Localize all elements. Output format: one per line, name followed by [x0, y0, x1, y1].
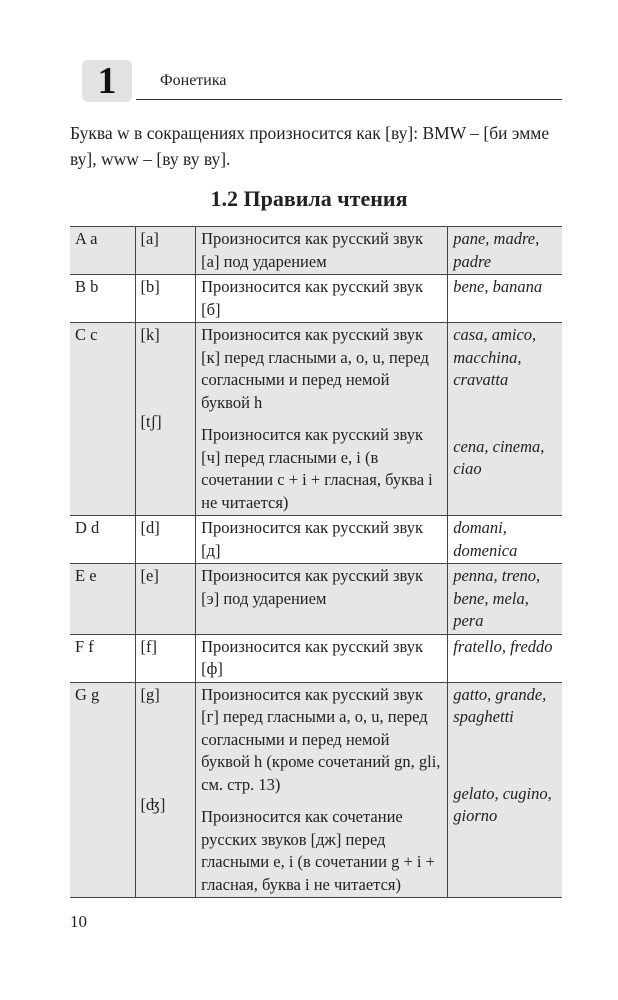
desc-text: Произносится как русский звук [э] под ударением: [201, 566, 423, 608]
examples-cell: [448, 227, 562, 275]
examples-text: domani, domenica: [453, 518, 518, 560]
letter-cell: [70, 634, 135, 682]
description-cell: [196, 682, 448, 898]
running-header: Фонетика: [160, 72, 227, 89]
letter: F f: [75, 636, 94, 656]
letter: C c: [75, 325, 98, 344]
examples-text: gatto, grande, spaghetti: [453, 684, 547, 726]
letter-cell: [70, 564, 135, 635]
examples-text: gelato, cugino, giorno: [453, 783, 552, 825]
letter-cell: [70, 682, 135, 898]
header-rule: [136, 99, 562, 100]
examples-cell: [448, 516, 562, 564]
intro-paragraph: Буква w в сокращениях произносится как [ву]: BMW – [би эмме ву], www – [ву ву ву].: [70, 123, 550, 169]
sounds-text: [tʃ]: [140, 411, 162, 431]
letter-cell: [70, 227, 135, 275]
examples-cell: [448, 275, 562, 323]
section-title: 1.2 Правила чтения: [210, 186, 408, 211]
table-row: [70, 227, 562, 275]
sound-cell: [135, 634, 196, 682]
letter-cell: [70, 323, 135, 516]
sounds-text: [k]: [140, 325, 160, 344]
sound-cell: [135, 682, 196, 898]
letter: D d: [75, 518, 100, 537]
sounds-text: [a]: [140, 229, 159, 248]
examples-text: fratello, freddo: [453, 636, 553, 656]
sound-cell: [135, 275, 196, 323]
letter: A a: [75, 229, 98, 248]
examples-text: bene, banana: [453, 277, 543, 296]
sounds-text: [f]: [140, 636, 157, 656]
sound-cell: [135, 227, 196, 275]
sounds-text: [b]: [140, 277, 160, 296]
desc-text: Произносится как русский звук [а] под ударением: [201, 229, 423, 271]
sounds-text: [d]: [140, 518, 160, 537]
desc-text: Произносится как сочетание русских звуков [дж] перед гласными e, i (в сочетании g + i + гласная, буква i не читается): [201, 807, 435, 894]
letter: E e: [75, 566, 97, 585]
sounds-text: [g]: [140, 684, 160, 704]
letter-cell: [70, 516, 135, 564]
description-cell: [196, 516, 448, 564]
table-row: [70, 564, 562, 635]
description-cell: [196, 227, 448, 275]
desc-text: Произносится как русский звук [ч] перед гласными e, i (в сочетании c + i + гласная, буква i не читается): [201, 425, 433, 512]
reading-rules-table: [70, 226, 562, 898]
sounds-text: [e]: [140, 566, 159, 585]
chapter-badge: [82, 60, 132, 102]
letter-cell: [70, 275, 135, 323]
desc-text: Произносится как русский звук [б]: [201, 277, 423, 319]
examples-cell: [448, 634, 562, 682]
desc-text: Произносится как русский звук [ф]: [201, 636, 423, 678]
letter: B b: [75, 277, 99, 296]
table-row: [70, 323, 562, 516]
sound-cell: [135, 516, 196, 564]
sound-cell: [135, 564, 196, 635]
desc-text: Произносится как русский звук [к] перед гласными a, o, u, перед согласными и перед немой буквой h: [201, 325, 429, 412]
examples-text: casa, amico, macchina, cravatta: [453, 325, 537, 389]
examples-cell: [448, 323, 562, 516]
examples-text: pane, madre, padre: [453, 229, 540, 271]
table-row: [70, 275, 562, 323]
sound-cell: [135, 323, 196, 516]
page-number: 10: [70, 912, 87, 931]
description-cell: [196, 634, 448, 682]
table-row: [70, 634, 562, 682]
table-row: [70, 516, 562, 564]
sounds-text: [ʤ]: [140, 795, 166, 814]
examples-cell: [448, 564, 562, 635]
description-cell: [196, 275, 448, 323]
description-cell: [196, 323, 448, 516]
examples-cell: [448, 682, 562, 898]
examples-text: penna, treno, bene, mela, pera: [453, 566, 541, 630]
chapter-number: 1: [97, 60, 117, 102]
table-row: [70, 682, 562, 898]
description-cell: [196, 564, 448, 635]
letter: G g: [75, 684, 100, 704]
desc-text: Произносится как русский звук [г] перед гласными a, o, u, перед согласными и перед немой буквой h (кроме сочетаний gn, gli, см. стр. 13): [201, 684, 441, 794]
examples-text: cena, cinema, ciao: [453, 436, 545, 478]
desc-text: Произносится как русский звук [д]: [201, 518, 423, 560]
